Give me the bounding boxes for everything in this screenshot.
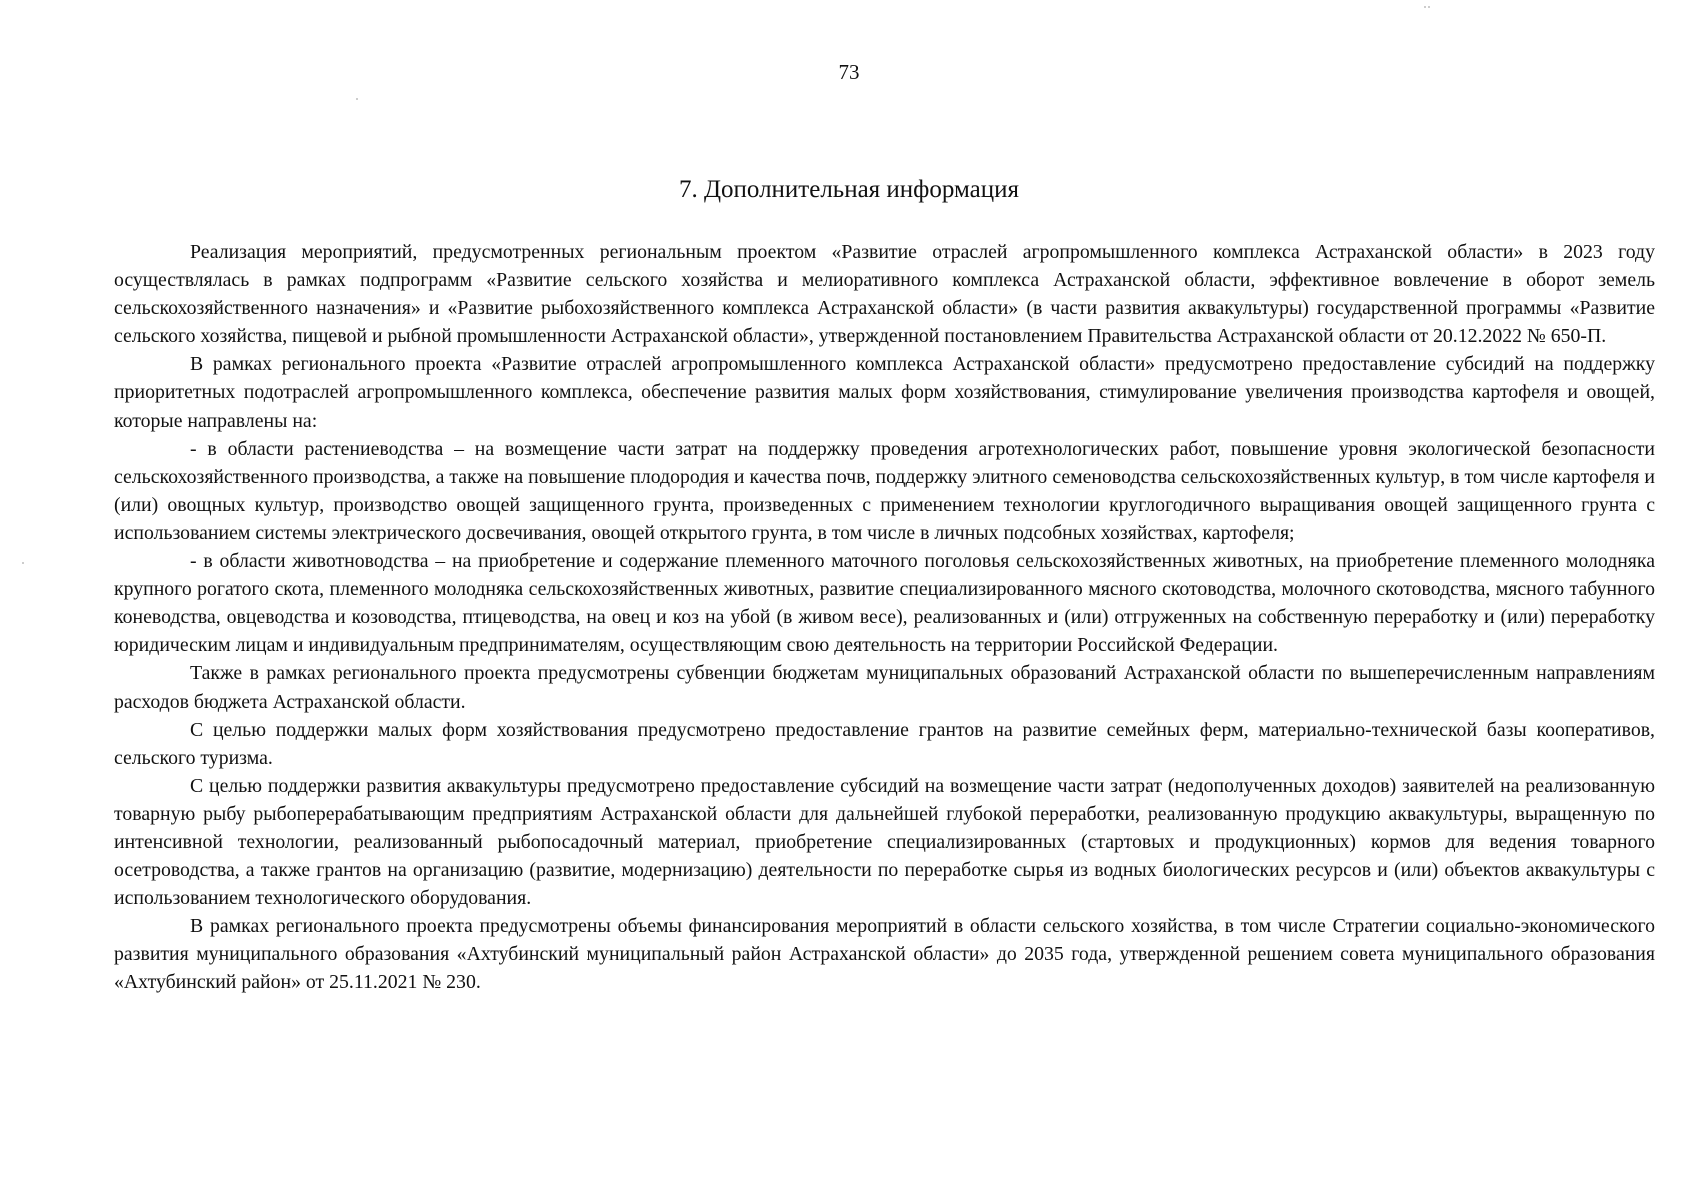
list-item-livestock: - в области животноводства – на приобретение и содержание племенного маточного поголовья сельскохозяйственных животных, на приобретение племенного молодняка крупного рогатого скота, племенного молодняка сельскохозяйственных животных, развитие специализированного мясного скотоводства, молочного скотоводства, мясного табунного коневодства, овцеводства и козоводства, птицеводства, на овец и коз на убой (в живом весе), реализованных и (или) отгруженных на собственную переработку и (или) переработку юридическим лицам и индивидуальным предпринимателям, осуществляющим свою деятельность на территории Российской Федерации. xyxy=(114,550,1655,657)
scan-speck xyxy=(356,98,358,100)
paragraph-financing-strategy: В рамках регионального проекта предусмотрены объемы финансирования мероприятий в области сельского хозяйства, в том числе Стратегии социально-экономического развития муниципального образования «Ахтубинский муниципальный район Астраханской области» до 2035 года, утвержденной решением совета муниципального образования «Ахтубинский район» от 25.11.2021 № 230. xyxy=(114,915,1655,994)
scan-speck xyxy=(1428,6,1430,8)
paragraph-subsidies: В рамках регионального проекта «Развитие отраслей агропромышленного комплекса Астраханской области» предусмотрено предоставление субсидий на поддержку приоритетных подотраслей агропромышленного комплекса, обеспечение развития малых форм хозяйствования, стимулирование увеличения производства картофеля и овощей, которые направлены на: xyxy=(114,353,1655,432)
paragraph-small-farms-grants: С целью поддержки малых форм хозяйствования предусмотрено предоставление грантов на развитие семейных ферм, материально-технической базы кооперативов, сельского туризма. xyxy=(114,718,1655,769)
list-item-crop-production: - в области растениеводства – на возмещение части затрат на поддержку проведения агротехнологических работ, повышение уровня экологической безопасности сельскохозяйственного производства, а также на повышение плодородия и качества почв, поддержку элитного семеноводства сельскохозяйственных культур, в том числе картофеля и (или) овощных культур, производство овощей защищенного грунта, произведенных с применением технологии круглогодичного выращивания овощей защищенного грунта с использованием системы электрического досвечивания, овощей открытого грунта, в том числе в личных подсобных хозяйствах, картофеля; xyxy=(114,437,1655,544)
body-text xyxy=(114,238,1655,997)
page-number: 73 xyxy=(838,60,860,84)
paragraph-aquaculture: С целью поддержки развития аквакультуры предусмотрено предоставление субсидий на возмещение части затрат (недополученных доходов) заявителей на реализованную товарную рыбу рыбоперерабатывающим предприятиям Астраханской области для дальнейшей глубокой переработки, реализованную продукцию аквакультуры, выращенную по интенсивной технологии, реализованный рыбопосадочный материал, приобретение специализированных (стартовых и продукционных) кормов для ведения товарного осетроводства, а также грантов на организацию (развитие, модернизацию) деятельности по переработке сырья из водных биологических ресурсов и (или) объектов аквакультуры с использованием технологического оборудования. xyxy=(114,774,1655,910)
scan-speck xyxy=(22,562,24,564)
scan-speck xyxy=(1424,6,1426,8)
paragraph-implementation: Реализация мероприятий, предусмотренных региональным проектом «Развитие отраслей агропромышленного комплекса Астраханской области» в 2023 году осуществлялась в рамках подпрограмм «Развитие сельского хозяйства и мелиоративного комплекса Астраханской области, эффективное вовлечение в оборот земель сельскохозяйственного назначения» и «Развитие рыбохозяйственного комплекса Астраханской области» (в части развития аквакультуры) государственной программы «Развитие сельского хозяйства, пищевой и рыбной промышленности Астраханской области», утвержденной постановлением Правительства Астраханской области от 20.12.2022 № 650-П. xyxy=(114,241,1655,348)
section-heading: 7. Дополнительная информация xyxy=(678,176,1020,203)
paragraph-subventions: Также в рамках регионального проекта предусмотрены субвенции бюджетам муниципальных образований Астраханской области по вышеперечисленным направлениям расходов бюджета Астраханской области. xyxy=(114,662,1655,713)
